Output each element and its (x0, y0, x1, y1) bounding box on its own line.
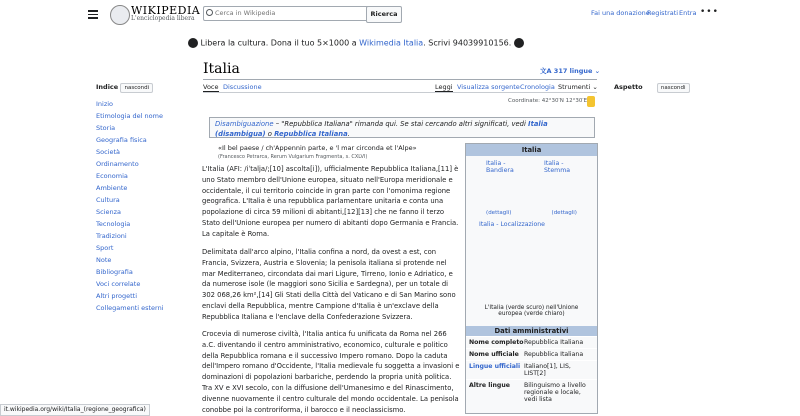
toc-item[interactable]: Ambiente (96, 184, 128, 192)
toc-hide-button[interactable]: nascondi (120, 83, 153, 93)
chevron-down-icon: ⌄ (594, 67, 601, 75)
toc-item[interactable]: Economia (96, 172, 128, 180)
toc-item[interactable]: Note (96, 256, 112, 264)
toc-item[interactable]: Etimologia del nome (96, 112, 163, 120)
toc-item[interactable]: Società (96, 148, 121, 156)
tab-strumenti[interactable] (558, 83, 598, 91)
tab-strumenti-label: Strumenti (558, 83, 591, 91)
register-link[interactable]: Registrati (647, 9, 679, 17)
toc-item[interactable]: Collegamenti esterni (96, 304, 164, 312)
wikimedia-logo-icon (188, 38, 198, 48)
paragraph-geography: Delimitata dall'arco alpino, l'Italia confina a nord, da ovest a est, con Francia, Svizzera, Austria e Slovenia; la penisola italiana si protende nel mar Mediterraneo, circondata dai mari Ligure, Tirreno, Ionio e Adriatico, e da numerose isole (le maggiori sono Sicilia e Sardegna), per un totale di 302 068,26 km²,[14] Gli Stati della Città del Vaticano e di San Marino sono enclavi della Repubblica, mentre Campione d'Italia è un'exclave della Repubblica Italiana e l'enclave della Confederazione Svizzera. (202, 248, 456, 321)
infobox-row-value: Repubblica Italiana (524, 351, 584, 358)
tab-discussione[interactable]: Discussione (223, 83, 262, 91)
toc-item[interactable]: Cultura (96, 196, 120, 204)
toc-item[interactable]: Inizio (96, 100, 114, 108)
chevron-down-icon: ⌄ (592, 83, 598, 91)
infobox-emblem-details[interactable]: (dettagli) (551, 210, 577, 216)
languages-label: 317 lingue (553, 67, 593, 75)
infobox-row (466, 336, 597, 348)
login-link[interactable]: Entra (679, 9, 697, 17)
toc-item[interactable]: Scienza (96, 208, 122, 216)
infobox-row-value: Repubblica Italiana (524, 339, 584, 346)
toc-item[interactable]: Altri progetti (96, 292, 138, 300)
infobox-row (466, 348, 597, 360)
banner-text-before: Libera la cultura. Dona il tuo 5×1000 a (200, 38, 360, 48)
search-icon (206, 9, 213, 16)
translate-icon: 文A (540, 67, 552, 75)
disambiguation-text: – "Repubblica Italiana" rimanda qui. Se stai cercando altri significati, vedi (273, 120, 529, 128)
infobox-emblem-link[interactable]: Italia - Stemma (544, 160, 571, 174)
infobox-row-value: Bilinguismo a livello regionale e locale, vedi lista (524, 382, 586, 403)
toc-item[interactable]: Sport (96, 244, 114, 252)
aspect-title (614, 83, 690, 91)
disambiguation-text-end: . (347, 130, 350, 138)
infobox-admin-header: Dati amministrativi (466, 326, 597, 336)
logo-title[interactable]: WIKIPEDIA (131, 4, 201, 17)
toc-item[interactable]: Storia (96, 124, 116, 132)
infobox-row-label: Nome completo (469, 339, 524, 346)
banner (188, 38, 524, 48)
toc-item[interactable]: Bibliografia (96, 268, 133, 276)
title-divider (203, 79, 597, 80)
donate-link[interactable]: Fai una donazione (591, 9, 650, 17)
infobox-row-label: Altre lingue (469, 382, 510, 389)
infobox-map-caption: L'Italia (verde scuro) nell'Unione europea (verde chiaro) (484, 305, 579, 317)
search-input[interactable] (215, 7, 363, 18)
search-button[interactable]: Ricerca (366, 6, 402, 23)
infobox-row (466, 379, 597, 405)
disambiguation-target-link[interactable]: Italia (disambigua) (215, 120, 548, 138)
lock-icon[interactable] (587, 96, 595, 107)
toc-item[interactable]: Geografia fisica (96, 136, 147, 144)
wikipedia-logo-icon[interactable] (110, 5, 130, 25)
disambiguation-text-or: o (265, 130, 275, 138)
coordinates[interactable]: Coordinate: 42°30′N 12°30′E (508, 98, 588, 104)
tabs-divider (203, 92, 597, 93)
disambiguation-link[interactable]: Disambiguazione (215, 120, 274, 128)
wikimedia-logo-icon (514, 38, 524, 48)
tab-cronologia[interactable]: Cronologia (520, 83, 555, 91)
infobox-row-label[interactable]: Lingue ufficiali (469, 363, 521, 370)
quote-source: (Francesco Petrarca, Rerum Vulgarium Fragmenta, s. CXLVI) (218, 154, 368, 160)
tab-visualizza-sorgente[interactable]: Visualizza sorgente (457, 83, 520, 91)
toc-title (96, 83, 153, 91)
infobox-row-value: Italiano[1], LIS, LIST[2] (524, 363, 571, 377)
more-options-icon[interactable]: ••• (700, 7, 719, 17)
toc-item[interactable]: Voci correlate (96, 280, 141, 288)
status-bar-url: it.wikipedia.org/wiki/Italia_(regione_geografica) (0, 404, 150, 416)
paragraph-intro: L'Italia (AFI: /iˈtalja/;[10] ascolta[i]), ufficialmente Repubblica Italiana,[11] è uno Stato membro dell'Unione europea, situato nell'Europa meridionale e occidentale, il cui territorio coincide in gran parte con l'omonima regione geografica. L'Italia è una repubblica parlamentare unitaria e conta una popolazione di circa 59 milioni di abitanti,[12][13] che ne fanno il terzo Stato dell'Unione europea per numero di abitanti dopo Germania e Francia. La capitale è Roma. (202, 165, 459, 238)
banner-text-after: . Scrivi 94039910156. (423, 38, 512, 48)
aspect-title-label: Aspetto (614, 83, 643, 91)
toc-item[interactable]: Ordinamento (96, 160, 139, 168)
logo-tagline: L'enciclopedia libera (131, 15, 195, 22)
aspect-hide-button[interactable]: nascondi (657, 83, 690, 93)
quote: «Il bel paese / ch'Appennin parte, e 'l mar circonda et l'Alpe» (218, 144, 417, 152)
infobox (465, 143, 598, 414)
paragraph-history: Crocevia di numerose civiltà, l'Italia antica fu unificata da Roma nel 266 a.C. diventando il centro amministrativo, economico, culturale e politico della Repubblica romana e il successivo Impero romano. Dopo la caduta dell'Impero romano d'Occidente, l'Italia medievale fu soggetta a invasioni e dominazioni di popolazioni barbariche, perdendo la propria unità politica. Tra XV e XVI secolo, con la diffusione dell'Umanesimo e del Rinascimento, divenne nuovamente il centro culturale del mondo occidentale. La penisola conobbe poi la controriforma, il barocco e il neoclassicismo. (202, 330, 460, 414)
page-title: Italia (203, 61, 240, 77)
toc-item[interactable]: Tecnologia (96, 220, 131, 228)
infobox-flag-details[interactable]: (dettagli) (486, 210, 512, 216)
toc-list (96, 98, 164, 314)
infobox-flag-link[interactable]: Italia - Bandiera (486, 160, 514, 174)
banner-link[interactable]: Wikimedia Italia (359, 38, 424, 48)
tab-voce[interactable]: Voce (203, 83, 219, 91)
tab-leggi[interactable]: Leggi (435, 83, 453, 91)
infobox-row (466, 360, 597, 379)
languages-button[interactable] (540, 66, 600, 75)
disambiguation-box (209, 117, 595, 138)
toc-title-label: Indice (96, 83, 119, 91)
infobox-row-label: Nome ufficiale (469, 351, 519, 358)
infobox-title: Italia (466, 144, 597, 156)
menu-icon[interactable] (88, 8, 98, 18)
toc-item[interactable]: Tradizioni (96, 232, 127, 240)
infobox-map-link[interactable]: Italia - Localizzazione (479, 221, 545, 228)
disambiguation-republic-link[interactable]: Repubblica Italiana (274, 130, 348, 138)
